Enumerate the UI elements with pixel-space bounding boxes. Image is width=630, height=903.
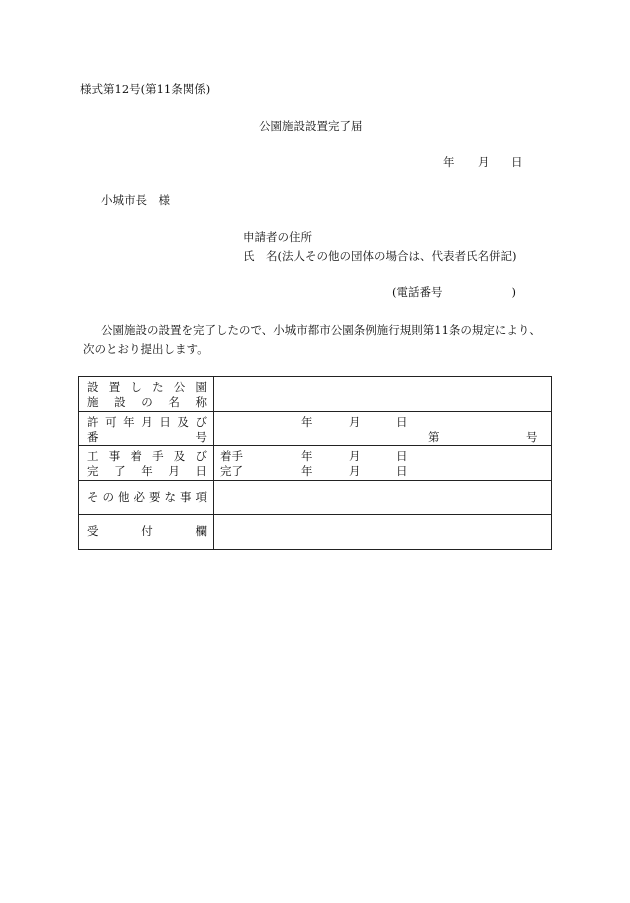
label-permit-date-number <box>79 411 214 446</box>
permit-year: 年 <box>301 414 313 429</box>
label-line: 受 付 欄 <box>87 524 207 539</box>
body-text-line1: 公園施設の設置を完了したので、小城市都市公園条例施行規則第11条の規定により、 <box>101 323 541 337</box>
date-year: 年 <box>443 155 455 169</box>
value-permit-date-number[interactable] <box>214 411 552 446</box>
label-line: 完 了 年 月 日 <box>87 464 207 479</box>
permit-number-suffix: 号 <box>526 429 538 444</box>
end-year: 年 <box>301 464 313 479</box>
start-month: 月 <box>349 449 361 464</box>
table-row <box>79 377 552 412</box>
applicant-name-label: 氏 名(法人その他の団体の場合は、代表者氏名併記) <box>243 249 517 263</box>
label-line: 施 設 の 名 称 <box>87 395 207 409</box>
table-row <box>79 480 552 515</box>
start-label: 着手 <box>220 449 243 464</box>
form-number: 様式第12号(第11条関係) <box>80 82 211 96</box>
date-month: 月 <box>478 155 490 169</box>
table-row <box>79 411 552 446</box>
body-text-line2: 次のとおり提出します。 <box>83 342 209 356</box>
completion-form-table <box>78 376 552 550</box>
label-line: 設 置 し た 公 園 <box>87 380 207 394</box>
table-row <box>79 515 552 550</box>
label-reception <box>79 515 214 550</box>
label-line: 番 号 <box>87 429 207 444</box>
label-other-matters <box>79 480 214 515</box>
value-reception[interactable] <box>214 515 552 550</box>
value-facility-name[interactable] <box>214 377 552 412</box>
permit-day: 日 <box>396 414 408 429</box>
applicant-phone-label: (電話番号 ) <box>392 285 516 299</box>
document-title: 公園施設設置完了届 <box>259 119 363 133</box>
label-facility-name <box>79 377 214 412</box>
end-day: 日 <box>396 464 408 479</box>
label-line: そ の 他 必 要 な 事 項 <box>87 489 207 504</box>
value-other-matters[interactable] <box>214 480 552 515</box>
start-year: 年 <box>301 449 313 464</box>
date-day: 日 <box>511 155 523 169</box>
addressee: 小城市長 様 <box>101 193 170 207</box>
end-label: 完了 <box>220 464 243 479</box>
label-line: 工 事 着 手 及 び <box>87 449 207 464</box>
permit-number-prefix: 第 <box>428 429 440 444</box>
applicant-address-label: 申請者の住所 <box>243 230 312 244</box>
label-line: 許 可 年 月 日 及 び <box>87 414 207 429</box>
value-construction-dates[interactable] <box>214 446 552 481</box>
table-row <box>79 446 552 481</box>
label-construction-dates <box>79 446 214 481</box>
permit-month: 月 <box>349 414 361 429</box>
start-day: 日 <box>396 449 408 464</box>
end-month: 月 <box>349 464 361 479</box>
